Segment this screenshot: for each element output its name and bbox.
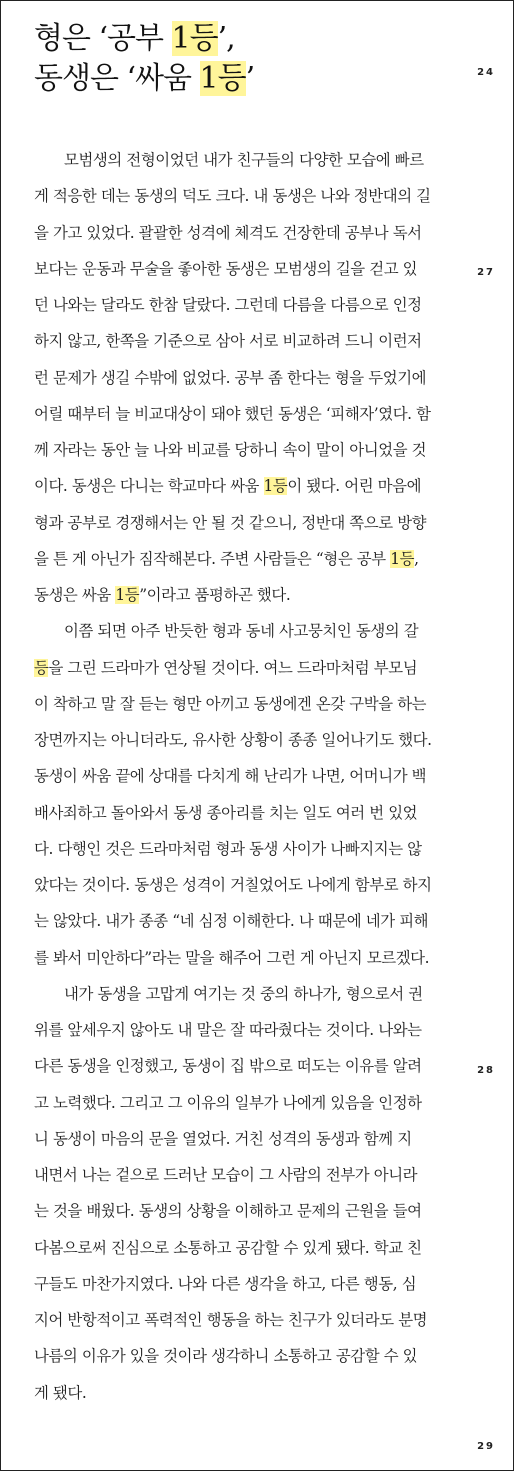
title-line-1 xyxy=(34,19,254,59)
highlighted-text: 1등 xyxy=(263,477,288,496)
text-run: 는 않았다. 내가 종종 “네 심정 이해한다. 나 때문에 네가 피해 xyxy=(34,912,429,931)
text-line xyxy=(34,613,468,649)
text-run: 게 됐다. xyxy=(34,1383,87,1402)
text-line xyxy=(34,686,468,722)
text-run: 이쯤 되면 아주 반듯한 형과 동네 사고뭉치인 동생의 갈 xyxy=(64,622,419,641)
text-run: 던 나와는 달라도 한참 달랐다. 그런데 다름을 다름으로 인정 xyxy=(34,296,422,314)
page-number: 27 xyxy=(477,267,495,278)
text-line xyxy=(34,1302,468,1338)
text-line xyxy=(34,903,468,939)
text-run: 내면서 나는 겉으로 드러난 모습이 그 사람의 전부가 아니라 xyxy=(34,1166,418,1184)
text-line xyxy=(34,758,468,794)
text-run: 이 됐다. 어린 마음에 xyxy=(287,477,422,496)
text-line xyxy=(34,468,468,504)
text-run: 보다는 운동과 무술을 좋아한 동생은 모범생의 길을 걷고 있 xyxy=(34,259,418,278)
text-run: 장면까지는 아니더라도, 유사한 상황이 종종 일어나기도 했다. xyxy=(34,731,432,749)
text-line xyxy=(34,1157,468,1193)
text-run: 게 적응한 데는 동생의 덕도 크다. 내 동생은 나와 정반대의 길 xyxy=(34,187,431,206)
text-run: 지어 반항적이고 폭력적인 행동을 하는 친구가 있더라도 분명 xyxy=(34,1311,428,1329)
text-run: 모범생의 전형이었던 내가 친구들의 다양한 모습에 빠르 xyxy=(64,151,424,169)
text-line xyxy=(34,323,468,359)
text-line xyxy=(34,541,468,577)
highlighted-text: 등 xyxy=(34,658,49,677)
text-line xyxy=(34,976,468,1012)
page-number: 29 xyxy=(477,1441,495,1452)
text-run: 구들도 마찬가지였다. 나와 다른 생각을 하고, 다른 행동, 심 xyxy=(34,1274,417,1293)
page-number: 28 xyxy=(477,1065,495,1076)
text-run: 았다는 것이다. 동생은 성격이 거칠었어도 나에게 함부로 하지 xyxy=(34,876,432,894)
text-line xyxy=(34,251,468,287)
highlighted-text: 1등 xyxy=(390,549,415,568)
text-line xyxy=(34,178,468,214)
text-line xyxy=(34,867,468,903)
text-run: 형과 공부로 경쟁해서는 안 될 것 같으니, 정반대 쪽으로 방향 xyxy=(34,513,427,532)
text-run: 다른 동생을 인정했고, 동생이 집 밖으로 떠도는 이유를 알려 xyxy=(34,1057,422,1076)
text-line xyxy=(34,1230,468,1266)
text-run: 고 노력했다. 그리고 그 이유의 일부가 나에게 있음을 인정하 xyxy=(34,1093,422,1112)
text-run: 을 그린 드라마가 연상될 것이다. 여느 드라마처럼 부모님 xyxy=(48,658,418,677)
text-line xyxy=(34,831,468,867)
text-run: 는 것을 배웠다. 동생의 상황을 이해하고 문제의 근원을 들여 xyxy=(34,1202,422,1221)
text-line xyxy=(34,1375,468,1411)
text-line xyxy=(34,215,468,251)
text-run: 위를 앞세우지 않아도 내 말은 잘 따라줬다는 것이다. 나와는 xyxy=(34,1021,422,1039)
text-line xyxy=(34,722,468,758)
text-line xyxy=(34,1012,468,1048)
title-text: ’, xyxy=(217,21,235,56)
highlighted-text: 1등 xyxy=(115,586,140,604)
text-line xyxy=(34,650,468,686)
chapter-title xyxy=(34,19,254,99)
title-text: 형은 ‘공부 xyxy=(34,21,172,56)
text-line xyxy=(34,1121,468,1157)
text-run: 런 문제가 생길 수밖에 없었다. 공부 좀 한다는 형을 두었기에 xyxy=(34,368,427,387)
text-line xyxy=(34,432,468,468)
text-run: 다봄으로써 진심으로 소통하고 공감할 수 있게 됐다. 학교 친 xyxy=(34,1238,422,1257)
text-run: 를 봐서 미안하다”라는 말을 해주어 그런 게 아닌지 모르겠다. xyxy=(34,948,430,967)
text-run: 어릴 때부터 늘 비교대상이 돼야 했던 동생은 ‘피해자’였다. 함 xyxy=(34,404,431,423)
text-run: 을 가고 있었다. 괄괄한 성격에 체격도 건장한데 공부나 독서 xyxy=(34,223,422,242)
title-line-2 xyxy=(34,59,254,99)
text-run: 동생이 싸움 끝에 상대를 다치게 해 난리가 나면, 어머니가 백 xyxy=(34,767,427,786)
text-run: 을 튼 게 아닌가 짐작해본다. 주변 사람들은 “형은 공부 xyxy=(34,549,391,568)
text-run: 나름의 이유가 있을 것이라 생각하니 소통하고 공감할 수 있 xyxy=(34,1347,418,1366)
text-line xyxy=(34,1048,468,1084)
text-line xyxy=(34,577,468,613)
text-run: , xyxy=(414,549,419,568)
text-run: 배사죄하고 돌아와서 동생 종아리를 치는 일도 여러 번 있었 xyxy=(34,803,418,822)
text-run: 내가 동생을 고맙게 여기는 것 중의 하나가, 형으로서 권 xyxy=(64,984,423,1003)
text-line xyxy=(34,1338,468,1374)
text-line xyxy=(34,396,468,432)
title-highlight: 1등 xyxy=(171,21,218,56)
text-run: 동생은 싸움 xyxy=(34,586,116,604)
text-run: 이다. 동생은 다니는 학교마다 싸움 xyxy=(34,477,264,496)
text-run: 니 동생이 마음의 문을 열었다. 거친 성격의 동생과 함께 지 xyxy=(34,1129,412,1148)
title-highlight: 1등 xyxy=(199,61,246,96)
text-line xyxy=(34,360,468,396)
title-text: 동생은 ‘싸움 xyxy=(34,61,200,96)
text-line xyxy=(34,795,468,831)
body-text xyxy=(34,142,468,1411)
text-run: ”이라고 품평하곤 했다. xyxy=(139,586,291,604)
title-text: ’ xyxy=(245,61,255,96)
text-line xyxy=(34,1266,468,1302)
text-run: 하지 않고, 한쪽을 기준으로 삼아 서로 비교하려 드니 이런저 xyxy=(34,332,422,351)
text-line xyxy=(34,142,468,178)
page-number: 24 xyxy=(477,67,495,78)
text-line xyxy=(34,1085,468,1121)
text-line xyxy=(34,505,468,541)
text-run: 께 자라는 동안 늘 나와 비교를 당하니 속이 말이 아니었을 것 xyxy=(34,441,427,459)
text-line xyxy=(34,940,468,976)
text-line xyxy=(34,287,468,323)
text-run: 다. 다행인 것은 드라마처럼 형과 동생 사이가 나빠지지는 않 xyxy=(34,839,422,858)
text-run: 이 착하고 말 잘 듣는 형만 아끼고 동생에겐 온갖 구박을 하는 xyxy=(34,694,427,713)
text-line xyxy=(34,1193,468,1229)
